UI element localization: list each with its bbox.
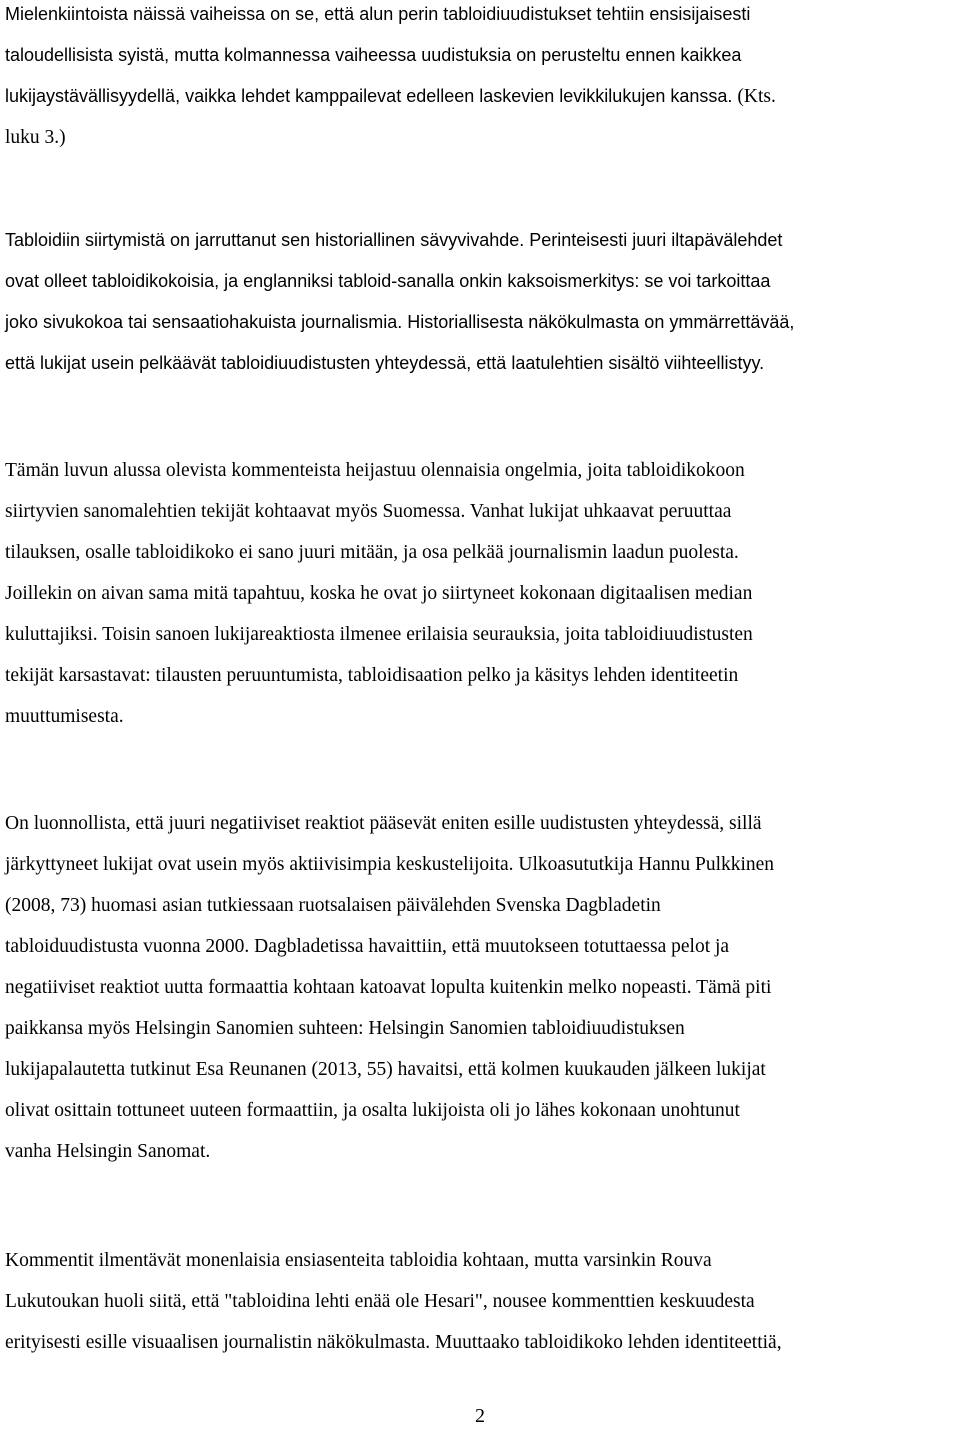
text-run: Lukutoukan huoli siitä, että "tabloidina lehti enää ole Hesari", nousee kommenttien keskuudesta [5,1291,755,1312]
text-run: Joillekin on aivan sama mitä tapahtuu, koska he ovat jo siirtyneet kokonaan digitaalisen median [5,583,753,604]
text-line [5,302,955,343]
text-run: vanha Helsingin Sanomat. [5,1141,211,1162]
paragraph [5,803,955,1172]
text-line [5,1281,955,1322]
text-run: Mielenkiintoista näissä vaiheissa on se, että alun perin tabloidiuudistukset tehtiin ensisijaisesti [5,4,751,24]
text-line [5,491,955,532]
text-line [5,0,955,35]
text-line [5,655,955,696]
text-line [5,1090,955,1131]
text-run: taloudellisista syistä, mutta kolmannessa vaiheessa uudistuksia on perusteltu ennen kaikkea [5,45,742,65]
paragraph [5,0,955,158]
text-line [5,926,955,967]
text-line [5,614,955,655]
text-line [5,696,955,737]
text-run: siirtyvien sanomalehtien tekijät kohtaavat myös Suomessa. Vanhat lukijat uhkaavat peruuttaa [5,501,732,522]
text-run: kuluttajiksi. Toisin sanoen lukijareaktiosta ilmenee erilaisia seurauksia, joita tabloidiuudistusten [5,624,753,645]
text-line [5,844,955,885]
text-line [5,261,955,302]
text-line [5,885,955,926]
text-line [5,343,955,384]
text-run: negatiiviset reaktiot uutta formaattia kohtaan katoavat lopulta kuitenkin melko nopeasti. Tämä piti [5,977,772,998]
text-line [5,1049,955,1090]
paragraph [5,450,955,737]
text-run: On luonnollista, että juuri negatiiviset reaktiot pääsevät eniten esille uudistusten yhteydessä, sillä [5,813,762,834]
text-line [5,117,955,158]
text-run: (2008, 73) huomasi asian tutkiessaan ruotsalaisen päivälehden Svenska Dagbladetin [5,895,661,916]
text-line [5,450,955,491]
text-run: lukijapalautetta tutkinut Esa Reunanen (2013, 55) havaitsi, että kolmen kuukauden jälkeen lukijat [5,1059,766,1080]
text-run: ovat olleet tabloidikokoisia, ja englanniksi tabloid-sanalla onkin kaksoismerkitys: se voi tarkoittaa [5,271,771,291]
text-run: lukijaystävällisyydellä, vaikka lehdet kamppailevat edelleen laskevien levikkilukujen kanssa. [5,86,738,106]
text-line [5,573,955,614]
text-line [5,1240,955,1281]
text-run: olivat osittain tottuneet uuteen formaattiin, ja osalta lukijoista oli jo lähes kokonaan unohtunut [5,1100,740,1121]
text-run: että lukijat usein pelkäävät tabloidiuudistusten yhteydessä, että laatulehtien sisältö viihteellistyy. [5,353,765,373]
text-run: muuttumisesta. [5,706,124,727]
text-line [5,1322,955,1363]
text-run: (Kts. [737,86,776,107]
text-run: Tabloidiin siirtymistä on jarruttanut sen historiallinen sävyvivahde. Perinteisesti juuri iltapävälehdet [5,230,783,250]
text-run: tabloiduudistusta vuonna 2000. Dagbladetissa havaittiin, että muutokseen totuttaessa pelot ja [5,936,730,957]
text-run: joko sivukokoa tai sensaatiohakuista journalismia. Historiallisesta näkökulmasta on ymmärrettävää, [5,312,795,332]
text-run: erityisesti esille visuaalisen journalistin näkökulmasta. Muuttaako tabloidikoko lehden identiteettiä, [5,1332,782,1353]
text-run: paikkansa myös Helsingin Sanomien suhteen: Helsingin Sanomien tabloidiuudistuksen [5,1018,685,1039]
page-number: 2 [475,1405,485,1427]
text-line [5,1008,955,1049]
text-line [5,1131,955,1172]
text-run: luku 3.) [5,127,66,148]
paragraph [5,1240,955,1363]
text-run: Kommentit ilmentävät monenlaisia ensiasenteita tabloidia kohtaan, mutta varsinkin Rouva [5,1250,712,1271]
text-line [5,35,955,76]
text-line [5,967,955,1008]
text-run: Tämän luvun alussa olevista kommenteista heijastuu olennaisia ongelmia, joita tabloidikokoon [5,460,745,481]
text-line [5,220,955,261]
text-run: järkyttyneet lukijat ovat usein myös aktiivisimpia keskustelijoita. Ulkoasututkija Hannu Pulkkinen [5,854,775,875]
text-run: tekijät karsastavat: tilausten peruuntumista, tabloidisaation pelko ja käsitys lehden identiteetin [5,665,739,686]
text-line [5,803,955,844]
text-line [5,532,955,573]
paragraph [5,220,955,384]
text-run: tilauksen, osalle tabloidikoko ei sano juuri mitään, ja osa pelkää journalismin laadun puolesta. [5,542,739,563]
text-line [5,76,955,117]
